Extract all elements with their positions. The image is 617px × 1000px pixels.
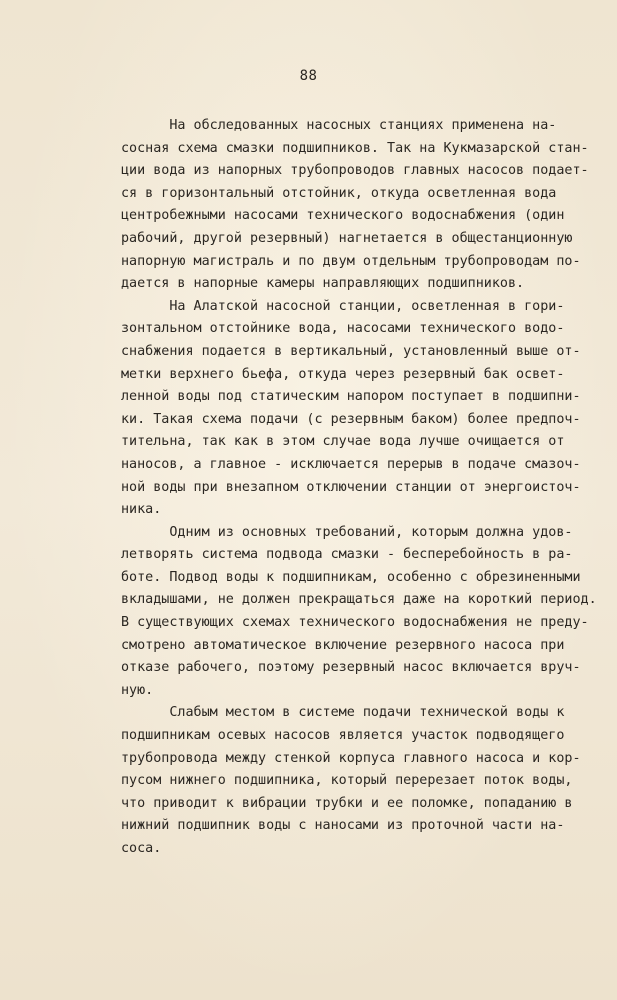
- text-line: напорную магистраль и по двум отдельным трубопроводам по-: [121, 253, 581, 269]
- text-line: рабочий, другой резервный) нагнетается в общестанционную: [121, 230, 573, 246]
- text-line: вкладышами, не должен прекращаться даже на короткий период.: [121, 592, 597, 608]
- text-line: ции вода из напорных трубопроводов главных насосов подает-: [121, 163, 589, 179]
- text-line: ную.: [121, 682, 154, 698]
- text-line: пусом нижнего подшипника, который перерезает поток воды,: [121, 773, 573, 789]
- text-line: ся в горизонтальный отстойник, откуда осветленная вода: [121, 185, 557, 201]
- text-line: ки. Такая схема подачи (с резервным баком) более предпоч-: [121, 411, 581, 427]
- text-line: что приводит к вибрации трубки и ее поломке, попаданию в: [121, 795, 573, 811]
- text-line: дается в напорные камеры направляющих подшипников.: [121, 276, 525, 292]
- text-line: зонтальном отстойнике вода, насосами технического водо-: [121, 321, 565, 337]
- text-line: боте. Подвод воды к подшипникам, особенно с обрезиненными: [121, 569, 581, 585]
- text-line: На обследованных насосных станциях применена на-: [121, 118, 557, 133]
- text-line: Одним из основных требований, которым должна удов-: [121, 524, 573, 540]
- body-text: [121, 115, 617, 861]
- text-line: снабжения подается в вертикальный, установленный выше от-: [121, 343, 581, 359]
- text-line: смотрено автоматическое включение резервного насоса при: [121, 637, 565, 653]
- text-line: ника.: [121, 502, 162, 518]
- text-line: ной воды при внезапном отключении станции от энергоисточ-: [121, 479, 581, 495]
- text-line: соса.: [121, 841, 162, 856]
- text-line: отказе рабочего, поэтому резервный насос включается вруч-: [121, 660, 581, 676]
- text-line: наносов, а главное - исключается перерыв в подаче смазоч-: [121, 456, 581, 472]
- text-line: подшипникам осевых насосов является участок подводящего: [121, 728, 565, 744]
- text-line: летворять система подвода смазки - бесперебойность в ра-: [121, 547, 573, 563]
- text-line: тительна, так как в этом случае вода лучше очищается от: [121, 434, 565, 450]
- text-line: Слабым местом в системе подачи технической воды к: [121, 705, 565, 721]
- text-line: метки верхнего бьефа, откуда через резервный бак освет-: [121, 366, 565, 382]
- text-line: сосная схема смазки подшипников. Так на Кукмазарской стан-: [121, 140, 589, 156]
- text-line: центробежными насосами технического водоснабжения (один: [121, 208, 565, 224]
- text-line: трубопровода между стенкой корпуса главного насоса и кор-: [121, 750, 581, 766]
- text-line: В существующих схемах технического водоснабжения не преду-: [121, 615, 589, 631]
- text-line: ленной воды под статическим напором поступает в подшипни-: [121, 389, 581, 405]
- text-line: На Алатской насосной станции, осветленная в гори-: [121, 298, 565, 314]
- text-line: нижний подшипник воды с наносами из проточной части на-: [121, 818, 565, 834]
- page-number: 88: [299, 68, 318, 84]
